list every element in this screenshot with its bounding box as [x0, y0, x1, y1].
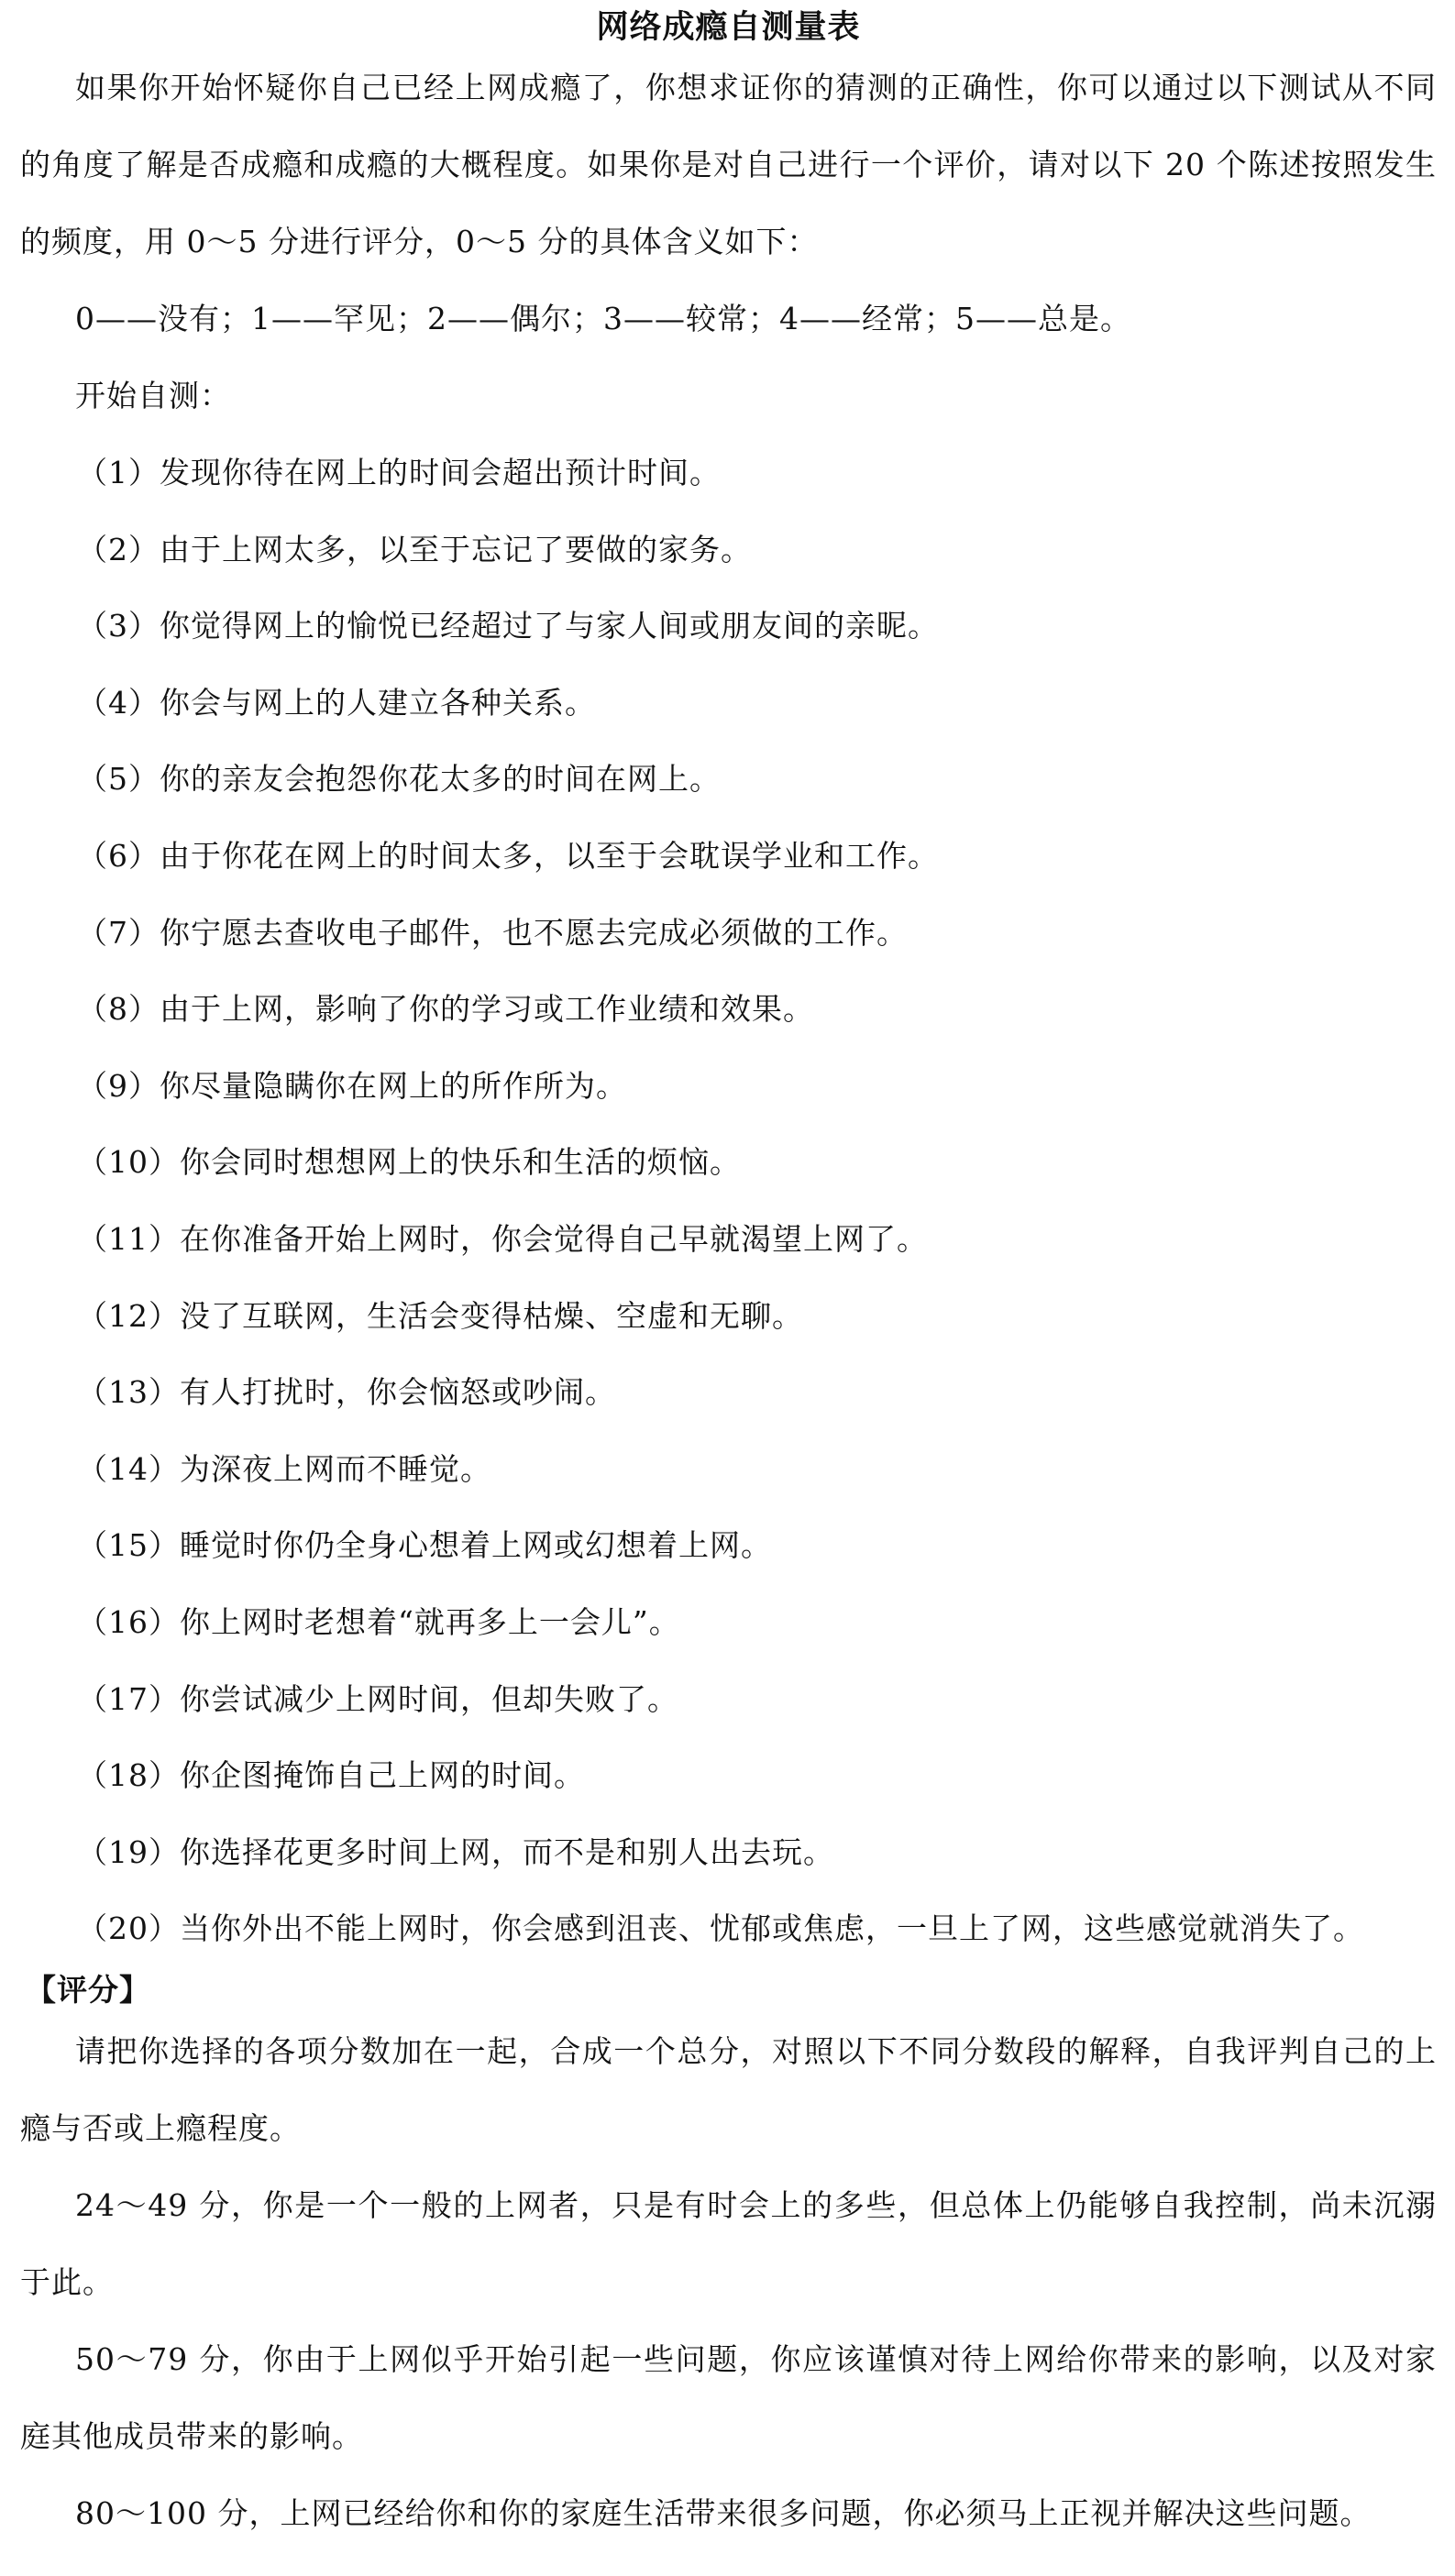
question-item	[20, 1278, 1437, 1355]
question-text: 由于上网太多，以至于忘记了要做的家务。	[160, 531, 752, 567]
question-text: 你觉得网上的愉悦已经超过了与家人间或朋友间的亲昵。	[160, 608, 939, 644]
score-range-low: 24～49 分，你是一个一般的上网者，只是有时会上的多些，但总体上仍能够自我控制，尚未沉溺于此。	[20, 2186, 1437, 2300]
scoring-heading: 【评分】	[26, 1971, 150, 2008]
question-item	[20, 1737, 1437, 1814]
question-text: 你宁愿去查收电子邮件，也不愿去完成必须做的工作。	[160, 914, 908, 951]
question-text: 你选择花更多时间上网，而不是和别人出去玩。	[180, 1833, 834, 1870]
question-item	[20, 1661, 1437, 1738]
question-item	[20, 1814, 1437, 1891]
question-item	[20, 512, 1437, 589]
question-text: 你的亲友会抱怨你花太多的时间在网上。	[160, 761, 721, 798]
question-number: （5）	[77, 761, 160, 798]
question-text: 发现你待在网上的时间会超出预计时间。	[160, 455, 721, 490]
question-text: 有人打扰时，你会恼怒或吵闹。	[180, 1374, 616, 1411]
question-text: 你尝试减少上网时间，但却失败了。	[180, 1680, 678, 1717]
question-text: 由于你花在网上的时间太多，以至于会耽误学业和工作。	[160, 837, 939, 874]
question-number: （13）	[77, 1374, 180, 1411]
question-text: 你上网时老想着“就再多上一会儿”。	[180, 1603, 680, 1640]
question-text: 你尽量隐瞒你在网上的所作所为。	[160, 1067, 627, 1104]
question-text: 当你外出不能上网时，你会感到沮丧、忧郁或焦虑，一旦上了网，这些感觉就消失了。	[180, 1910, 1364, 1947]
question-item	[20, 1048, 1437, 1125]
question-item	[20, 1890, 1437, 1967]
question-number: （1）	[77, 455, 160, 490]
question-text: 你会同时想想网上的快乐和生活的烦恼。	[180, 1144, 741, 1181]
question-item	[20, 1507, 1437, 1584]
question-item	[20, 741, 1437, 818]
question-number: （3）	[77, 608, 160, 644]
question-item	[20, 1584, 1437, 1661]
question-item	[20, 895, 1437, 972]
question-number: （17）	[77, 1680, 180, 1717]
question-number: （11）	[77, 1220, 180, 1257]
question-text: 为深夜上网而不睡觉。	[180, 1450, 491, 1487]
question-item	[20, 665, 1437, 742]
scoring-instruction: 请把你选择的各项分数加在一起，合成一个总分，对照以下不同分数段的解释，自我评判自己的上瘾与否或上瘾程度。	[20, 2032, 1437, 2146]
scoring-section	[20, 1967, 1437, 2552]
question-text: 没了互联网，生活会变得枯燥、空虚和无聊。	[180, 1297, 803, 1334]
question-number: （7）	[77, 914, 160, 951]
start-label: 开始自测：	[75, 378, 231, 413]
score-range-mid: 50～79 分，你由于上网似乎开始引起一些问题，你应该谨慎对待上网给你带来的影响，以及对家庭其他成员带来的影响。	[20, 2340, 1437, 2454]
question-text: 睡觉时你仍全身心想着上网或幻想着上网。	[180, 1527, 772, 1564]
question-number: （2）	[77, 531, 160, 567]
question-number: （19）	[77, 1833, 180, 1870]
document-title: 网络成瘾自测量表	[596, 8, 861, 46]
question-item	[20, 435, 1437, 512]
question-text: 你企图掩饰自己上网的时间。	[180, 1757, 585, 1794]
question-number: （12）	[77, 1297, 180, 1334]
question-item	[20, 818, 1437, 895]
question-list	[20, 435, 1437, 1967]
question-item	[20, 1201, 1437, 1278]
question-item	[20, 1354, 1437, 1431]
question-number: （20）	[77, 1910, 180, 1947]
question-number: （8）	[77, 991, 160, 1028]
question-number: （4）	[77, 684, 160, 721]
question-number: （6）	[77, 837, 160, 874]
question-item	[20, 971, 1437, 1048]
question-text: 在你准备开始上网时，你会觉得自己早就渴望上网了。	[180, 1220, 928, 1257]
question-item	[20, 1431, 1437, 1508]
question-number: （14）	[77, 1450, 180, 1487]
question-text: 你会与网上的人建立各种关系。	[160, 684, 596, 721]
question-number: （16）	[77, 1603, 180, 1640]
question-number: （15）	[77, 1527, 180, 1564]
question-text: 由于上网，影响了你的学习或工作业绩和效果。	[160, 991, 814, 1028]
question-number: （10）	[77, 1144, 180, 1181]
question-number: （18）	[77, 1757, 180, 1794]
question-number: （9）	[77, 1067, 160, 1104]
scale-definition: 0——没有；1——罕见；2——偶尔；3——较常；4——经常；5——总是。	[75, 301, 1131, 336]
question-item	[20, 1124, 1437, 1201]
question-item	[20, 588, 1437, 665]
score-range-high: 80～100 分，上网已经给你和你的家庭生活带来很多问题，你必须马上正视并解决这些问题。	[75, 2494, 1372, 2531]
intro-paragraph: 如果你开始怀疑你自己已经上网成瘾了，你想求证你的猜测的正确性，你可以通过以下测试从不同的角度了解是否成瘾和成瘾的大概程度。如果你是对自己进行一个评价，请对以下 20 个陈述按照发生的频度，用 0～5 分进行评分，0～5 分的具体含义如下：	[20, 70, 1437, 259]
